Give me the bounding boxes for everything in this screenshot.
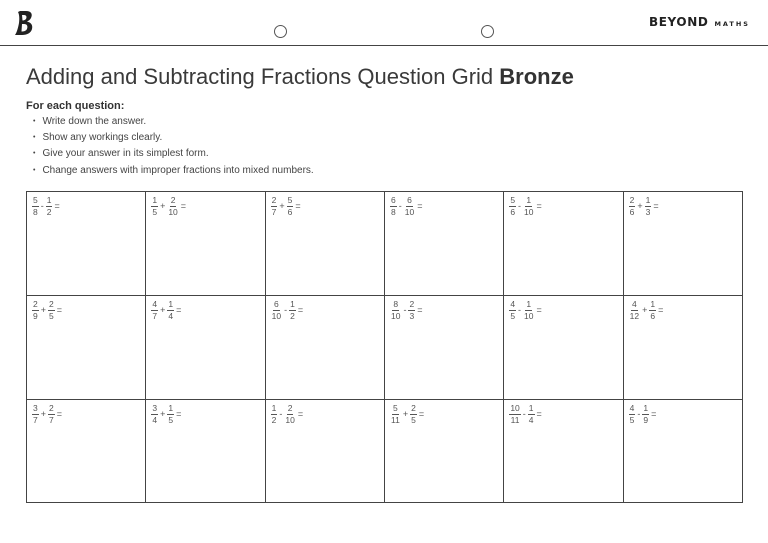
equals-sign: = (658, 304, 664, 315)
denominator: 7 (152, 310, 158, 321)
equals-sign: = (651, 408, 657, 419)
denominator: 10 (390, 310, 401, 321)
numerator: 2 (629, 195, 635, 205)
brand-maths: MATHS (714, 20, 750, 28)
fraction (289, 300, 296, 320)
fraction (284, 404, 295, 424)
denominator: 2 (271, 414, 277, 425)
question-expression (390, 300, 498, 320)
operator: + (160, 408, 166, 419)
operator: + (40, 408, 46, 419)
question-cell[interactable] (384, 296, 503, 400)
question-cell[interactable] (504, 296, 623, 400)
fraction (287, 196, 294, 216)
denominator: 6 (629, 206, 635, 217)
title-level: Bronze (499, 64, 574, 89)
denominator: 10 (524, 310, 534, 321)
question-row (27, 192, 743, 296)
operator: - (284, 304, 288, 315)
question-cell[interactable] (623, 192, 742, 296)
denominator: 5 (510, 310, 516, 321)
operator: - (522, 408, 526, 419)
operator: - (403, 304, 407, 315)
fraction (390, 196, 397, 216)
numerator: 4 (510, 299, 516, 309)
numerator: 10 (510, 403, 520, 413)
question-expression (390, 404, 498, 424)
numerator: 5 (510, 195, 516, 205)
numerator: 1 (152, 195, 158, 205)
operator: - (637, 408, 641, 419)
numerator: 6 (390, 195, 396, 205)
numerator: 4 (629, 403, 635, 413)
fraction (410, 404, 417, 424)
denominator: 5 (411, 414, 416, 425)
question-expression (32, 404, 140, 424)
fraction (167, 404, 174, 424)
equals-sign: = (176, 408, 182, 419)
question-expression (151, 300, 259, 320)
question-expression (271, 300, 379, 320)
fraction (151, 300, 158, 320)
numerator: 2 (49, 403, 54, 413)
question-row (27, 296, 743, 400)
instruction-item: • Change answers with improper fractions into mixed numbers. (33, 165, 314, 181)
operator: + (637, 200, 643, 211)
equals-sign: = (56, 304, 62, 315)
numerator: 5 (33, 195, 38, 205)
numerator: 5 (287, 195, 293, 205)
question-expression (509, 196, 617, 216)
punch-hole-left (274, 25, 287, 38)
instructions-list (33, 116, 314, 181)
numerator: 2 (49, 299, 54, 309)
fraction (32, 404, 39, 424)
denominator: 8 (33, 206, 38, 217)
fraction (48, 404, 55, 424)
question-expression (151, 404, 259, 424)
brand-logo (649, 15, 750, 29)
fraction (390, 300, 401, 320)
denominator: 2 (46, 206, 52, 217)
question-expression (271, 196, 379, 216)
numerator: 6 (407, 195, 412, 205)
page-header (0, 0, 768, 46)
denominator: 10 (168, 206, 178, 217)
denominator: 4 (528, 414, 534, 425)
question-cell[interactable] (623, 400, 742, 503)
numerator: 1 (645, 195, 651, 205)
equals-sign: = (536, 304, 542, 315)
denominator: 5 (629, 414, 635, 425)
question-cell[interactable] (146, 192, 265, 296)
numerator: 2 (170, 195, 176, 205)
numerator: 1 (650, 299, 656, 309)
equals-sign: = (180, 200, 187, 211)
operator: - (279, 408, 283, 419)
punch-hole-right (481, 25, 494, 38)
fraction (629, 404, 636, 424)
fraction (629, 300, 640, 320)
question-cell[interactable] (27, 296, 146, 400)
question-cell[interactable] (146, 400, 265, 503)
denominator: 2 (290, 310, 295, 321)
numerator: 2 (33, 299, 38, 309)
question-grid (26, 191, 743, 503)
numerator: 6 (274, 299, 279, 309)
denominator: 10 (524, 206, 534, 217)
numerator: 2 (287, 403, 293, 413)
fraction (32, 300, 39, 320)
question-expression (629, 404, 737, 424)
fraction (649, 300, 656, 320)
instruction-item: • Give your answer in its simplest form. (33, 148, 314, 164)
denominator: 7 (49, 414, 54, 425)
numerator: 1 (168, 403, 174, 413)
numerator: 1 (643, 403, 649, 413)
denominator: 10 (285, 414, 295, 425)
denominator: 5 (152, 206, 158, 217)
fraction (271, 404, 278, 424)
fraction (390, 404, 401, 424)
question-cell[interactable] (265, 400, 384, 503)
operator: - (40, 200, 44, 211)
fraction (509, 404, 520, 424)
numerator: 3 (152, 403, 158, 413)
numerator: 4 (152, 299, 158, 309)
question-expression (32, 300, 140, 320)
numerator: 5 (393, 403, 398, 413)
numerator: 8 (393, 299, 399, 309)
question-cell[interactable] (146, 296, 265, 400)
numerator: 2 (411, 403, 416, 413)
fraction (404, 196, 415, 216)
fraction (523, 300, 534, 320)
question-expression (629, 196, 737, 216)
fraction (645, 196, 652, 216)
instruction-item: • Write down the answer. (33, 116, 314, 132)
question-expression (390, 196, 498, 216)
fraction (46, 196, 53, 216)
numerator: 1 (290, 299, 295, 309)
question-expression (32, 196, 140, 216)
denominator: 4 (168, 310, 174, 321)
page-title (26, 64, 574, 90)
numerator: 1 (271, 403, 277, 413)
numerator: 4 (632, 299, 637, 309)
denominator: 6 (650, 310, 656, 321)
question-cell[interactable] (504, 400, 623, 503)
denominator: 5 (168, 414, 174, 425)
numerator: 1 (526, 195, 532, 205)
denominator: 10 (404, 206, 415, 217)
operator: + (160, 200, 166, 211)
equals-sign: = (295, 200, 301, 211)
equals-sign: = (176, 304, 182, 315)
fraction (271, 300, 282, 320)
question-cell[interactable] (265, 192, 384, 296)
denominator: 4 (152, 414, 158, 425)
denominator: 7 (271, 206, 277, 217)
question-expression (151, 196, 259, 216)
fraction (48, 300, 55, 320)
denominator: 3 (645, 206, 651, 217)
question-cell[interactable] (27, 192, 146, 296)
fraction (32, 196, 39, 216)
title-main: Adding and Subtracting Fractions Question Grid (26, 64, 494, 89)
numerator: 2 (271, 195, 277, 205)
operator: + (279, 200, 285, 211)
denominator: 10 (271, 310, 282, 321)
fraction (271, 196, 278, 216)
fraction (151, 196, 158, 216)
denominator: 12 (629, 310, 640, 321)
denominator: 11 (510, 414, 520, 425)
question-cell[interactable] (384, 400, 503, 503)
question-cell[interactable] (623, 296, 742, 400)
brand-word: BEYOND (649, 15, 709, 29)
denominator: 9 (33, 310, 38, 321)
numerator: 1 (526, 299, 532, 309)
equals-sign: = (297, 408, 304, 419)
fraction (509, 196, 516, 216)
question-expression (271, 404, 379, 424)
numerator: 2 (409, 299, 415, 309)
equals-sign: = (56, 408, 62, 419)
fraction (509, 300, 516, 320)
denominator: 8 (390, 206, 396, 217)
fraction (523, 196, 534, 216)
denominator: 5 (49, 310, 54, 321)
denominator: 9 (643, 414, 649, 425)
equals-sign: = (536, 408, 542, 419)
question-expression (509, 300, 617, 320)
equals-sign: = (417, 304, 423, 315)
question-cell[interactable] (27, 400, 146, 503)
question-expression (629, 300, 737, 320)
question-cell[interactable] (384, 192, 503, 296)
denominator: 7 (33, 414, 38, 425)
numerator: 1 (46, 195, 52, 205)
fraction (528, 404, 535, 424)
operator: + (402, 408, 409, 419)
instruction-item: • Show any workings clearly. (33, 132, 314, 148)
numerator: 1 (168, 299, 174, 309)
operator: + (40, 304, 46, 315)
operator: - (518, 200, 522, 211)
operator: + (642, 304, 648, 315)
equals-sign: = (418, 408, 425, 419)
fraction (167, 300, 174, 320)
numerator: 1 (528, 403, 534, 413)
equals-sign: = (54, 200, 60, 211)
fraction (151, 404, 158, 424)
equals-sign: = (536, 200, 542, 211)
question-row (27, 400, 743, 503)
operator: + (160, 304, 166, 315)
question-cell[interactable] (504, 192, 623, 296)
denominator: 6 (510, 206, 516, 217)
equals-sign: = (297, 304, 304, 315)
beyond-logo-icon (14, 10, 36, 36)
fraction (642, 404, 649, 424)
denominator: 3 (409, 310, 415, 321)
numerator: 3 (33, 403, 38, 413)
instructions-heading: For each question: (26, 100, 125, 112)
denominator: 6 (287, 206, 293, 217)
operator: - (518, 304, 522, 315)
operator: - (398, 200, 402, 211)
fraction (629, 196, 636, 216)
fraction (167, 196, 178, 216)
equals-sign: = (653, 200, 659, 211)
equals-sign: = (417, 200, 423, 211)
fraction (408, 300, 415, 320)
question-cell[interactable] (265, 296, 384, 400)
denominator: 11 (390, 414, 400, 425)
question-expression (509, 404, 617, 424)
